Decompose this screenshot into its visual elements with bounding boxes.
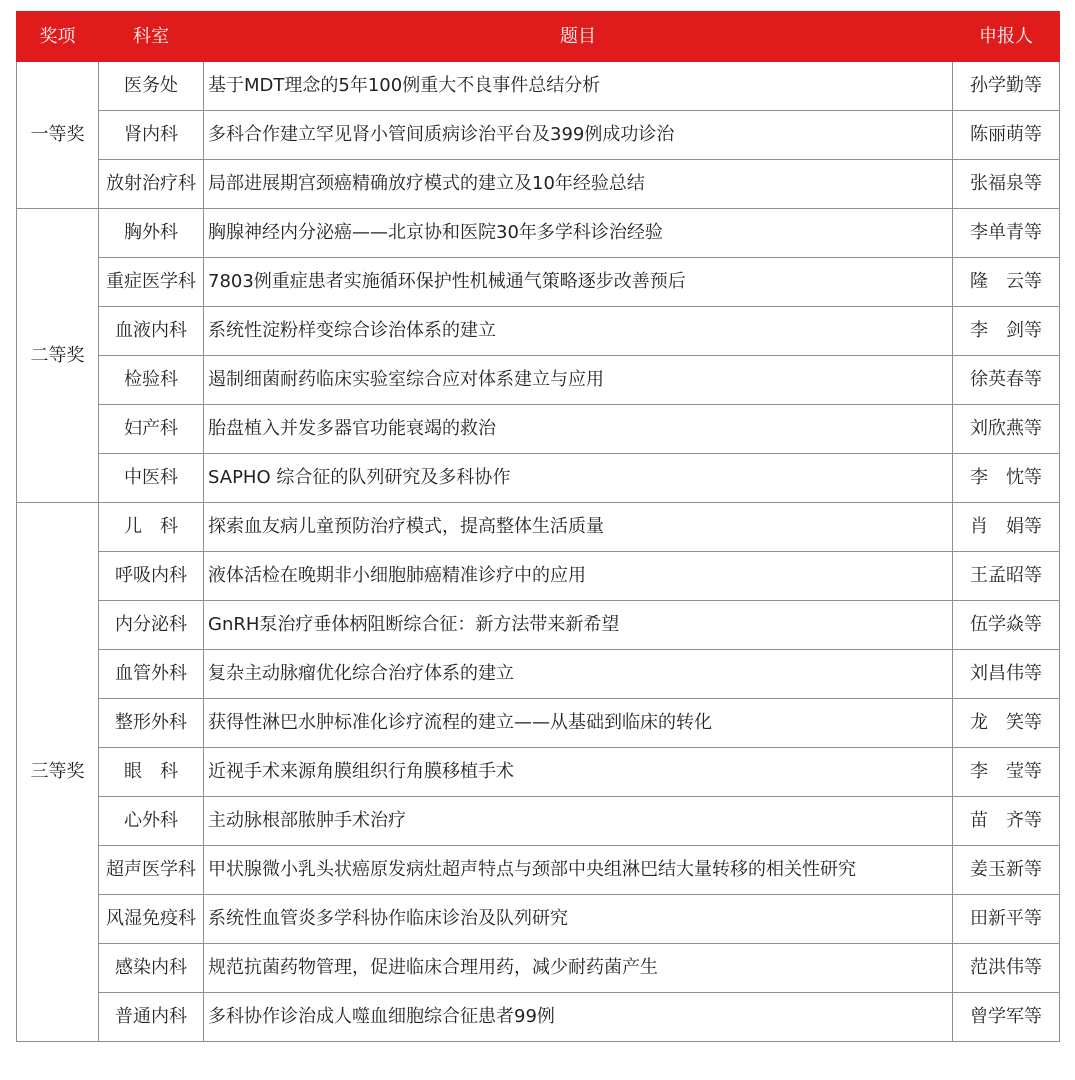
applicant-cell: 陈丽萌等 bbox=[953, 111, 1060, 160]
topic-cell: 7803例重症患者实施循环保护性机械通气策略逐步改善预后 bbox=[204, 258, 953, 307]
topic-cell: 液体活检在晚期非小细胞肺癌精准诊疗中的应用 bbox=[204, 552, 953, 601]
table-row bbox=[17, 748, 1060, 797]
table-row bbox=[17, 405, 1060, 454]
topic-cell: 系统性血管炎多学科协作临床诊治及队列研究 bbox=[204, 895, 953, 944]
table-row bbox=[17, 356, 1060, 405]
topic-cell: 甲状腺微小乳头状癌原发病灶超声特点与颈部中央组淋巴结大量转移的相关性研究 bbox=[204, 846, 953, 895]
topic-cell: GnRH泵治疗垂体柄阻断综合征：新方法带来新希望 bbox=[204, 601, 953, 650]
department-cell: 感染内科 bbox=[99, 944, 204, 993]
award-level-cell: 二等奖 bbox=[17, 209, 99, 503]
applicant-cell: 龙 笑等 bbox=[953, 699, 1060, 748]
table-row bbox=[17, 307, 1060, 356]
department-cell: 血管外科 bbox=[99, 650, 204, 699]
department-cell: 重症医学科 bbox=[99, 258, 204, 307]
applicant-cell: 曾学军等 bbox=[953, 993, 1060, 1042]
department-cell: 妇产科 bbox=[99, 405, 204, 454]
topic-cell: 近视手术来源角膜组织行角膜移植手术 bbox=[204, 748, 953, 797]
topic-cell: 主动脉根部脓肿手术治疗 bbox=[204, 797, 953, 846]
table-row bbox=[17, 209, 1060, 258]
header-award: 奖项 bbox=[17, 12, 99, 62]
topic-cell: 胎盘植入并发多器官功能衰竭的救治 bbox=[204, 405, 953, 454]
department-cell: 放射治疗科 bbox=[99, 160, 204, 209]
header-department: 科室 bbox=[99, 12, 204, 62]
header-topic: 题目 bbox=[204, 12, 953, 62]
topic-cell: 遏制细菌耐药临床实验室综合应对体系建立与应用 bbox=[204, 356, 953, 405]
topic-cell: 复杂主动脉瘤优化综合治疗体系的建立 bbox=[204, 650, 953, 699]
topic-cell: 获得性淋巴水肿标准化诊疗流程的建立——从基础到临床的转化 bbox=[204, 699, 953, 748]
department-cell: 检验科 bbox=[99, 356, 204, 405]
topic-cell: 多科协作诊治成人噬血细胞综合征患者99例 bbox=[204, 993, 953, 1042]
table-row bbox=[17, 895, 1060, 944]
department-cell: 儿 科 bbox=[99, 503, 204, 552]
topic-cell: 基于MDT理念的5年100例重大不良事件总结分析 bbox=[204, 62, 953, 111]
applicant-cell: 刘昌伟等 bbox=[953, 650, 1060, 699]
department-cell: 血液内科 bbox=[99, 307, 204, 356]
applicant-cell: 徐英春等 bbox=[953, 356, 1060, 405]
applicant-cell: 肖 娟等 bbox=[953, 503, 1060, 552]
table-row bbox=[17, 699, 1060, 748]
table-row bbox=[17, 846, 1060, 895]
department-cell: 呼吸内科 bbox=[99, 552, 204, 601]
awards-table bbox=[16, 11, 1060, 1042]
table-row bbox=[17, 552, 1060, 601]
applicant-cell: 李 莹等 bbox=[953, 748, 1060, 797]
applicant-cell: 范洪伟等 bbox=[953, 944, 1060, 993]
department-cell: 整形外科 bbox=[99, 699, 204, 748]
applicant-cell: 张福泉等 bbox=[953, 160, 1060, 209]
department-cell: 风湿免疫科 bbox=[99, 895, 204, 944]
department-cell: 胸外科 bbox=[99, 209, 204, 258]
department-cell: 普通内科 bbox=[99, 993, 204, 1042]
department-cell: 眼 科 bbox=[99, 748, 204, 797]
applicant-cell: 苗 齐等 bbox=[953, 797, 1060, 846]
topic-cell: 探索血友病儿童预防治疗模式，提高整体生活质量 bbox=[204, 503, 953, 552]
topic-cell: 胸腺神经内分泌癌——北京协和医院30年多学科诊治经验 bbox=[204, 209, 953, 258]
table-body bbox=[17, 62, 1060, 1042]
applicant-cell: 李 剑等 bbox=[953, 307, 1060, 356]
applicant-cell: 王孟昭等 bbox=[953, 552, 1060, 601]
applicant-cell: 田新平等 bbox=[953, 895, 1060, 944]
applicant-cell: 姜玉新等 bbox=[953, 846, 1060, 895]
table-row bbox=[17, 454, 1060, 503]
topic-cell: 局部进展期宫颈癌精确放疗模式的建立及10年经验总结 bbox=[204, 160, 953, 209]
department-cell: 内分泌科 bbox=[99, 601, 204, 650]
applicant-cell: 刘欣燕等 bbox=[953, 405, 1060, 454]
department-cell: 肾内科 bbox=[99, 111, 204, 160]
topic-cell: 规范抗菌药物管理，促进临床合理用药，减少耐药菌产生 bbox=[204, 944, 953, 993]
award-level-cell: 一等奖 bbox=[17, 62, 99, 209]
applicant-cell: 李 忱等 bbox=[953, 454, 1060, 503]
applicant-cell: 李单青等 bbox=[953, 209, 1060, 258]
table-row bbox=[17, 258, 1060, 307]
header-applicant: 申报人 bbox=[953, 12, 1060, 62]
department-cell: 医务处 bbox=[99, 62, 204, 111]
topic-cell: 系统性淀粉样变综合诊治体系的建立 bbox=[204, 307, 953, 356]
applicant-cell: 伍学焱等 bbox=[953, 601, 1060, 650]
table-row bbox=[17, 601, 1060, 650]
department-cell: 超声医学科 bbox=[99, 846, 204, 895]
department-cell: 中医科 bbox=[99, 454, 204, 503]
table-row bbox=[17, 797, 1060, 846]
table-row bbox=[17, 650, 1060, 699]
table-header-row bbox=[17, 12, 1060, 62]
applicant-cell: 隆 云等 bbox=[953, 258, 1060, 307]
applicant-cell: 孙学勤等 bbox=[953, 62, 1060, 111]
table-row bbox=[17, 993, 1060, 1042]
table-row bbox=[17, 111, 1060, 160]
award-level-cell: 三等奖 bbox=[17, 503, 99, 1042]
table-row bbox=[17, 62, 1060, 111]
department-cell: 心外科 bbox=[99, 797, 204, 846]
topic-cell: SAPHO 综合征的队列研究及多科协作 bbox=[204, 454, 953, 503]
topic-cell: 多科合作建立罕见肾小管间质病诊治平台及399例成功诊治 bbox=[204, 111, 953, 160]
table-row bbox=[17, 160, 1060, 209]
table-row bbox=[17, 944, 1060, 993]
table-row bbox=[17, 503, 1060, 552]
